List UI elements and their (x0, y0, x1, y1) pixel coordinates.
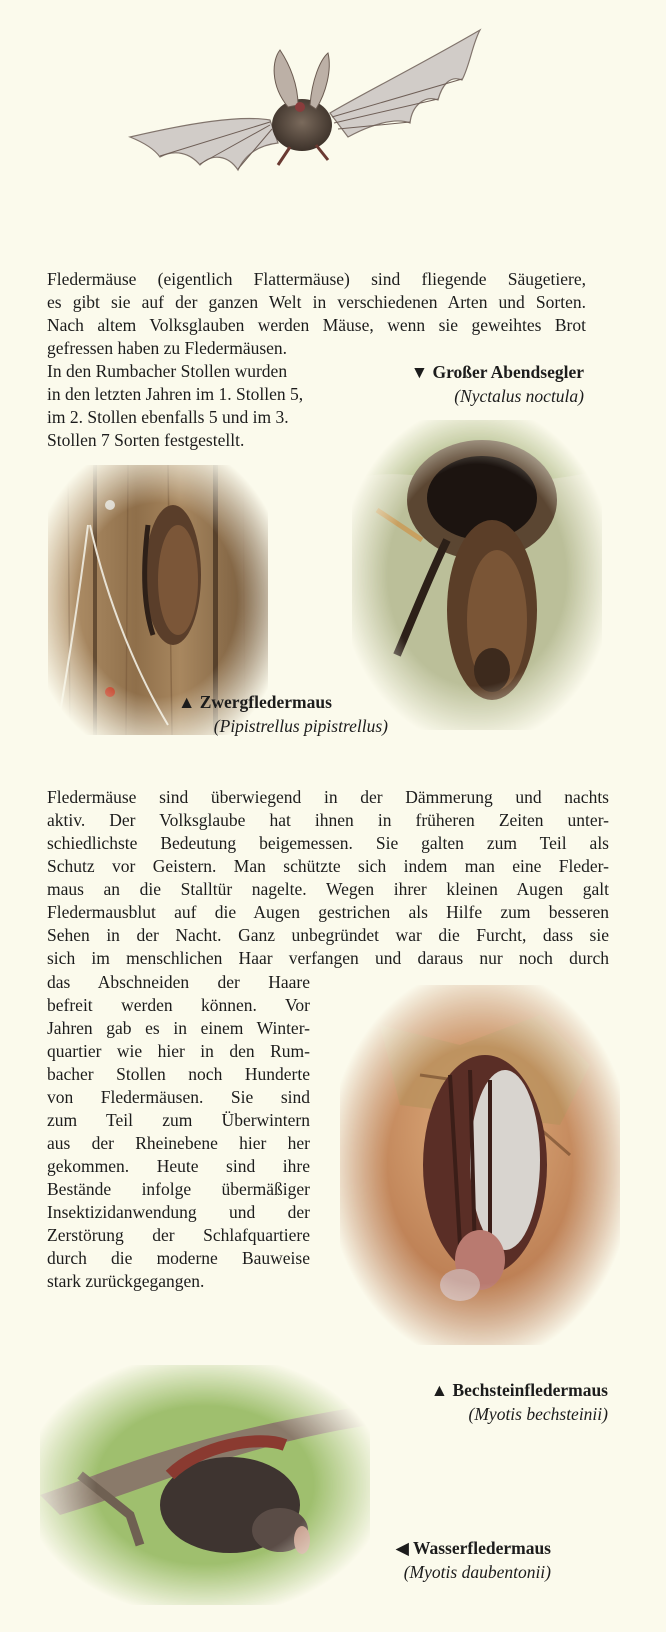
middle-paragraph (47, 786, 609, 970)
narrow-line: das Abschneiden der Haare (47, 972, 310, 992)
stollen-line: Stollen 7 Sorten festgestellt. (47, 430, 245, 450)
narrow-line: Bestände infolge übermäßiger (47, 1179, 310, 1199)
caption-latin: (Nyctalus noctula) (454, 386, 584, 406)
middle-line: maus an die Stalltür nagelte. Wegen ihrer kleinen Augen galt (47, 879, 609, 899)
stollen-line: im 2. Stollen ebenfalls 5 und im 3. (47, 407, 289, 427)
middle-line: aktiv. Der Volksglaube hat ihnen in früheren Zeiten unter- (47, 810, 609, 830)
caption-name: ◀ Wasserfledermaus (395, 1538, 551, 1558)
narrow-line: stark zurückgegangen. (47, 1271, 205, 1291)
stollen-paragraph (47, 360, 337, 452)
caption-abendsegler (324, 360, 584, 408)
caption-bechsteinfledermaus (328, 1378, 608, 1426)
middle-line: Fledermausblut auf die Augen gestrichen als Hilfe zum besseren (47, 902, 609, 922)
middle-line: Schutz vor Geistern. Man schützte sich indem man eine Fleder- (47, 856, 609, 876)
flying-bat-illustration (120, 25, 505, 185)
middle-line: Fledermäuse sind überwiegend in der Dämmerung und nachts (47, 787, 609, 807)
caption-name: ▲ Bechsteinfledermaus (430, 1380, 608, 1400)
stollen-line: In den Rumbacher Stollen wurden (47, 361, 288, 381)
narrow-line: quartier wie hier in den Rum- (47, 1041, 310, 1061)
narrow-line: Insektizidanwendung und der (47, 1202, 310, 1222)
middle-line: Sehen in der Nacht. Ganz unbegründet war die Furcht, dass sie (47, 925, 609, 945)
narrow-line: Jahren gab es in einem Winter- (47, 1018, 310, 1038)
narrow-line: bacher Stollen noch Hunderte (47, 1064, 310, 1084)
intro-line: gefressen haben zu Fledermäusen. (47, 338, 288, 358)
intro-line: es gibt sie auf der ganzen Welt in verschiedenen Arten und Sorten. (47, 292, 586, 312)
caption-latin: (Myotis daubentonii) (403, 1562, 551, 1582)
narrow-line: von Fledermäusen. Sie sind (47, 1087, 310, 1107)
narrow-line: Zerstörung der Schlafquartiere (47, 1225, 310, 1245)
intro-paragraph (47, 268, 586, 360)
caption-name: ▲ Zwergfledermaus (178, 692, 332, 712)
narrow-line: zum Teil zum Überwintern (47, 1110, 310, 1130)
narrow-line: durch die moderne Bauweise (47, 1248, 310, 1268)
narrow-line: aus der Rheinebene hier her (47, 1133, 310, 1153)
middle-line: sich im menschlichen Haar verfangen und daraus nur noch durch (47, 948, 609, 968)
caption-latin: (Myotis bechsteinii) (468, 1404, 608, 1424)
caption-zwergfledermaus (128, 690, 388, 738)
caption-wasserfledermaus (311, 1536, 551, 1584)
bechsteinfledermaus-illustration (340, 985, 620, 1345)
narrow-line: befreit werden können. Vor (47, 995, 310, 1015)
intro-line: Fledermäuse (eigentlich Flattermäuse) sind fliegende Säugetiere, (47, 269, 586, 289)
abendsegler-illustration (352, 420, 602, 730)
intro-line: Nach altem Volksglauben werden Mäuse, wenn sie geweihtes Brot (47, 315, 586, 335)
caption-latin: (Pipistrellus pipistrellus) (213, 716, 388, 736)
caption-name: ▼ Großer Abendsegler (410, 362, 584, 382)
stollen-line: in den letzten Jahren im 1. Stollen 5, (47, 384, 304, 404)
narrow-paragraph (47, 971, 310, 1293)
narrow-line: gekommen. Heute sind ihre (47, 1156, 310, 1176)
middle-line: schiedlichste Bedeutung beigemessen. Sie galten zum Teil als (47, 833, 609, 853)
